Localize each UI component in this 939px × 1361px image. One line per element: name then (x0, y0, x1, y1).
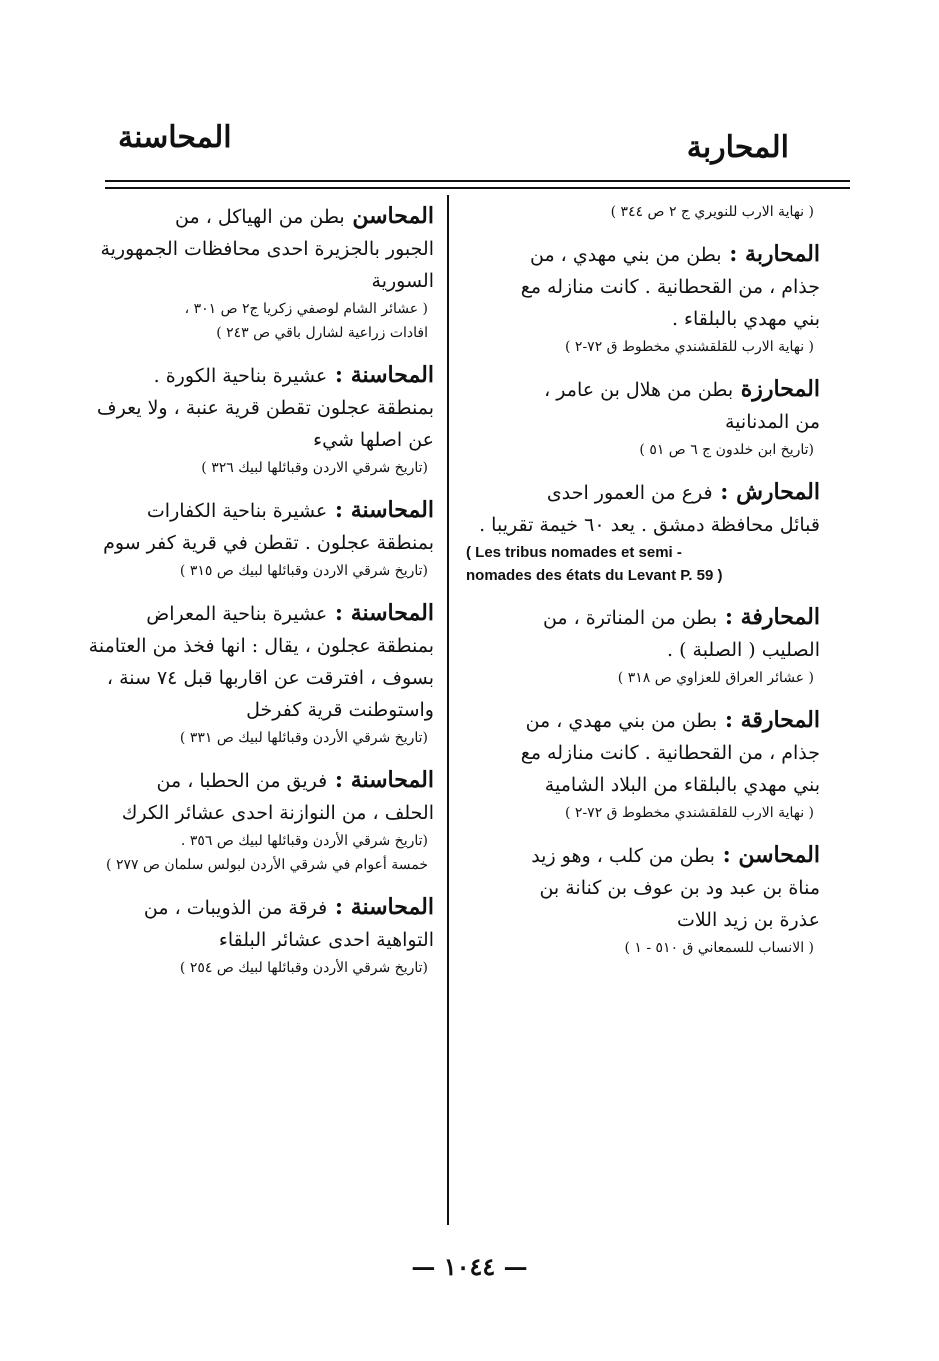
entry-term: المحارزة (733, 376, 820, 402)
entry-line (456, 476, 820, 509)
entry-reference: خمسة أعوام في شرقي الأردن لبولس سلمان ص ٢٧٧ ) (106, 857, 428, 873)
header-rule-bottom (105, 187, 850, 189)
entry-reference: (تاريخ شرقي الاردن وقبائلها لبيك ص ٣١٥ ) (179, 563, 428, 579)
entry-term: المحارش : (712, 479, 820, 505)
entry-line (456, 303, 820, 335)
left-column (70, 200, 434, 994)
entry-line (70, 597, 434, 630)
entry-text: جذام ، من القحطانية . كانت منازله مع (520, 276, 820, 298)
entry-line (70, 359, 434, 392)
entry-line (456, 904, 820, 936)
entry-text: مناة بن عبد ود بن عوف بن كنانة بن (539, 877, 820, 899)
entry-reference-latin: nomades des états du Levant P. 59 ) (466, 567, 723, 584)
header-right-word: المحاربة (686, 130, 789, 165)
entry-text: بمنطقة عجلون . تقطن في قرية كفر سوم (103, 532, 434, 554)
entry-line (456, 634, 820, 666)
entry-reference: (تاريخ شرقي الاردن وقبائلها لبيك ٣٢٦ ) (201, 460, 428, 476)
entry-reference: (تاريخ شرقي الأردن وقبائلها لبيك ص ٣٥٦ . (180, 833, 428, 849)
entry-line (70, 494, 434, 527)
entry (456, 373, 820, 462)
entry-text: بسوف ، افترقت عن اقاربها قبل ٧٤ سنة ، (106, 667, 434, 689)
entry-term: المحاسن : (714, 842, 820, 868)
entry-text: الصليب ( الصلبة ) . (666, 639, 820, 661)
entry-line (70, 630, 434, 662)
entry-text: بطن من الهياكل ، من (175, 206, 345, 228)
entry-text: ( نهاية الارب للنويري ج ٢ ص ٣٤٤ ) (610, 204, 814, 220)
column-divider (447, 195, 449, 1225)
entry-text: بمنطقة عجلون تقطن قرية عنبة ، ولا يعرف (96, 397, 434, 419)
entry-reference: ( عشائر الشام لوصفي زكريا ج٢ ص ٣٠١ ، (184, 301, 428, 317)
entry-line (456, 737, 820, 769)
entry (70, 494, 434, 583)
entry-term: المحاسنة : (327, 600, 434, 626)
entry-text: عشيرة بناحية الكفارات (146, 500, 328, 522)
entry (456, 200, 820, 224)
header-rule-top (105, 180, 850, 182)
page-number: — ١٠٤٤ — (411, 1252, 528, 1281)
header-left-word: المحاسنة (118, 120, 232, 155)
entry-line (456, 238, 820, 271)
entry-reference: (تاريخ شرقي الأردن وقبائلها لبيك ص ٢٥٤ ) (179, 960, 428, 976)
entry-reference: ( نهاية الارب للقلقشندي مخطوط ق ٧٢-٢ ) (564, 339, 814, 355)
entry-reference: (تاريخ شرقي الأردن وقبائلها لبيك ص ٣٣١ ) (179, 730, 428, 746)
entry-line (70, 797, 434, 829)
entry-line (456, 704, 820, 737)
entry-reference-latin: ( Les tribus nomades et semi - (466, 544, 682, 561)
entry-line (456, 373, 820, 406)
entry-text: بطن من هلال بن عامر ، (544, 379, 734, 401)
entry-line (70, 233, 434, 265)
entry-line (70, 924, 434, 956)
entry-text: عن اصلها شيء (313, 429, 434, 451)
entry-term: المحارفة : (717, 604, 820, 630)
entry-reference: ( نهاية الارب للقلقشندي مخطوط ق ٧٢-٢ ) (564, 805, 814, 821)
entry (70, 597, 434, 750)
entry-line (456, 601, 820, 634)
entry-reference: ( الانساب للسمعاني ق ٥١٠ - ١ ) (624, 940, 814, 956)
entry-text: عشيرة بناحية الكورة . (153, 365, 328, 387)
entry-text: بطن من كلب ، وهو زيد (531, 845, 715, 867)
entry-line (456, 769, 820, 801)
entry-text: واستوطنت قرية كفرخل (246, 699, 434, 721)
entry-term: المحارقة : (717, 707, 820, 733)
entry-line (70, 200, 434, 233)
entry (456, 704, 820, 825)
entry-term: المحاسنة : (327, 362, 434, 388)
entry-text: جذام ، من القحطانية . كانت منازله مع (520, 742, 820, 764)
entry-text: عشيرة بناحية المعراض (146, 603, 328, 625)
entry-line (70, 392, 434, 424)
entry-reference (456, 200, 820, 224)
entry-text: بطن من بني مهدي ، من (525, 710, 718, 732)
entry (456, 601, 820, 690)
entry-line (456, 509, 820, 541)
entry-text: فرع من العمور احدى (546, 482, 713, 504)
entry-line (70, 662, 434, 694)
entry-text: بني مهدي بالبلقاء . (671, 308, 820, 330)
entry-line (70, 265, 434, 297)
entry (70, 764, 434, 877)
entry-reference: ( عشائر العراق للعزاوي ص ٣١٨ ) (617, 670, 814, 686)
entry-text: الحلف ، من النوازنة احدى عشائر الكرك (121, 802, 434, 824)
entry-text: السورية (371, 270, 434, 292)
entry-reference: افادات زراعية لشارل باقي ص ٢٤٣ ) (216, 325, 428, 341)
entry-line (456, 839, 820, 872)
entry-text: بني مهدي بالبلقاء من البلاد الشامية (544, 774, 820, 796)
entry-text: فريق من الحطبا ، من (156, 770, 328, 792)
entry (70, 359, 434, 480)
entry-text: بمنطقة عجلون ، يقال : انها فخذ من العتامنة (88, 635, 434, 657)
entry-term: المحاسنة : (327, 894, 434, 920)
entry-text: من المدنانية (725, 411, 820, 433)
entry-term: المحاسن (344, 203, 434, 229)
entry-line (456, 872, 820, 904)
right-column (456, 200, 820, 974)
entry-term: المحاسنة : (327, 767, 434, 793)
entry-text: بطن من المناترة ، من (542, 607, 718, 629)
entry-line (70, 764, 434, 797)
entry-text: قبائل محافظة دمشق . يعد ٦٠ خيمة تقريبا . (479, 514, 820, 536)
entry (456, 238, 820, 359)
entry-text: الجبور بالجزيرة احدى محافظات الجمهورية (100, 238, 434, 260)
entry-text: فرقة من الذويبات ، من (143, 897, 328, 919)
entry-text: عذرة بن زيد اللات (676, 909, 820, 931)
entry (456, 839, 820, 960)
entry (70, 891, 434, 980)
entry-line (456, 271, 820, 303)
entry-term: المحاربة : (721, 241, 820, 267)
entry-line (70, 694, 434, 726)
entry-line (70, 424, 434, 456)
entry-line (70, 891, 434, 924)
entry-text: بطن من بني مهدي ، من (529, 244, 722, 266)
entry-reference: (تاريخ ابن خلدون ج ٦ ص ٥١ ) (639, 442, 814, 458)
entry-line (456, 406, 820, 438)
entry-term: المحاسنة : (327, 497, 434, 523)
entry-text: التواهية احدى عشائر البلقاء (218, 929, 434, 951)
entry-line (70, 527, 434, 559)
entry (456, 476, 820, 587)
entry (70, 200, 434, 345)
